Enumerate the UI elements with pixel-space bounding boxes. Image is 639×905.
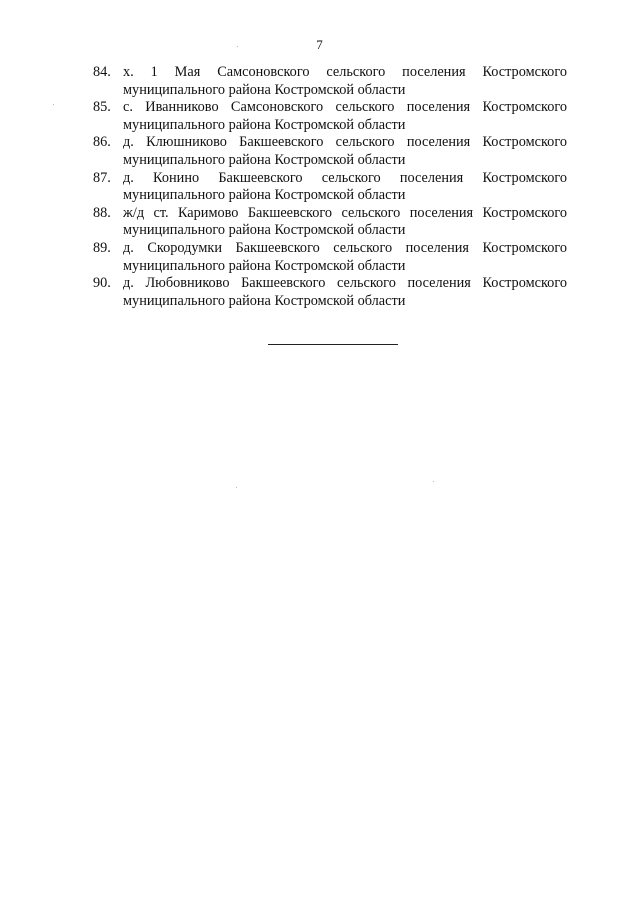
item-text: д. Клюшниково Бакшеевского сельского поселения Костромского муниципального района Костромской области	[123, 134, 567, 168]
scan-speck	[236, 487, 237, 488]
scan-speck	[53, 104, 54, 105]
item-number: 90.	[93, 275, 111, 292]
item-number: 86.	[93, 134, 111, 151]
list-item	[93, 240, 567, 275]
item-text: с. Иванниково Самсоновского сельского поселения Костромского муниципального района Костромской области	[123, 99, 567, 133]
settlement-list	[93, 64, 567, 310]
item-number: 85.	[93, 99, 111, 116]
item-text: д. Скородумки Бакшеевского сельского поселения Костромского муниципального района Костромской области	[123, 239, 567, 274]
item-number: 87.	[93, 169, 111, 186]
list-item	[93, 205, 567, 240]
list-item	[93, 64, 567, 99]
list-item	[93, 134, 567, 169]
item-number: 88.	[93, 204, 111, 221]
item-number: 89.	[93, 239, 111, 256]
item-text: д. Конино Бакшеевского сельского поселения Костромского муниципального района Костромской области	[123, 169, 567, 204]
page-number: 7	[316, 37, 323, 52]
scan-speck	[433, 481, 434, 482]
list-item	[93, 275, 567, 310]
list-item	[93, 170, 567, 205]
item-text: д. Любовниково Бакшеевского сельского поселения Костромского муниципального района Костромской области	[123, 275, 567, 309]
list-item	[93, 99, 567, 134]
scan-speck	[237, 46, 238, 47]
item-number: 84.	[93, 64, 111, 80]
end-separator-line	[268, 344, 398, 345]
item-text: х. 1 Мая Самсоновского сельского поселения Костромского муниципального района Костромской области	[123, 64, 567, 98]
item-text: ж/д ст. Каримово Бакшеевского сельского поселения Костромского муниципального района Костромской области	[123, 204, 567, 239]
